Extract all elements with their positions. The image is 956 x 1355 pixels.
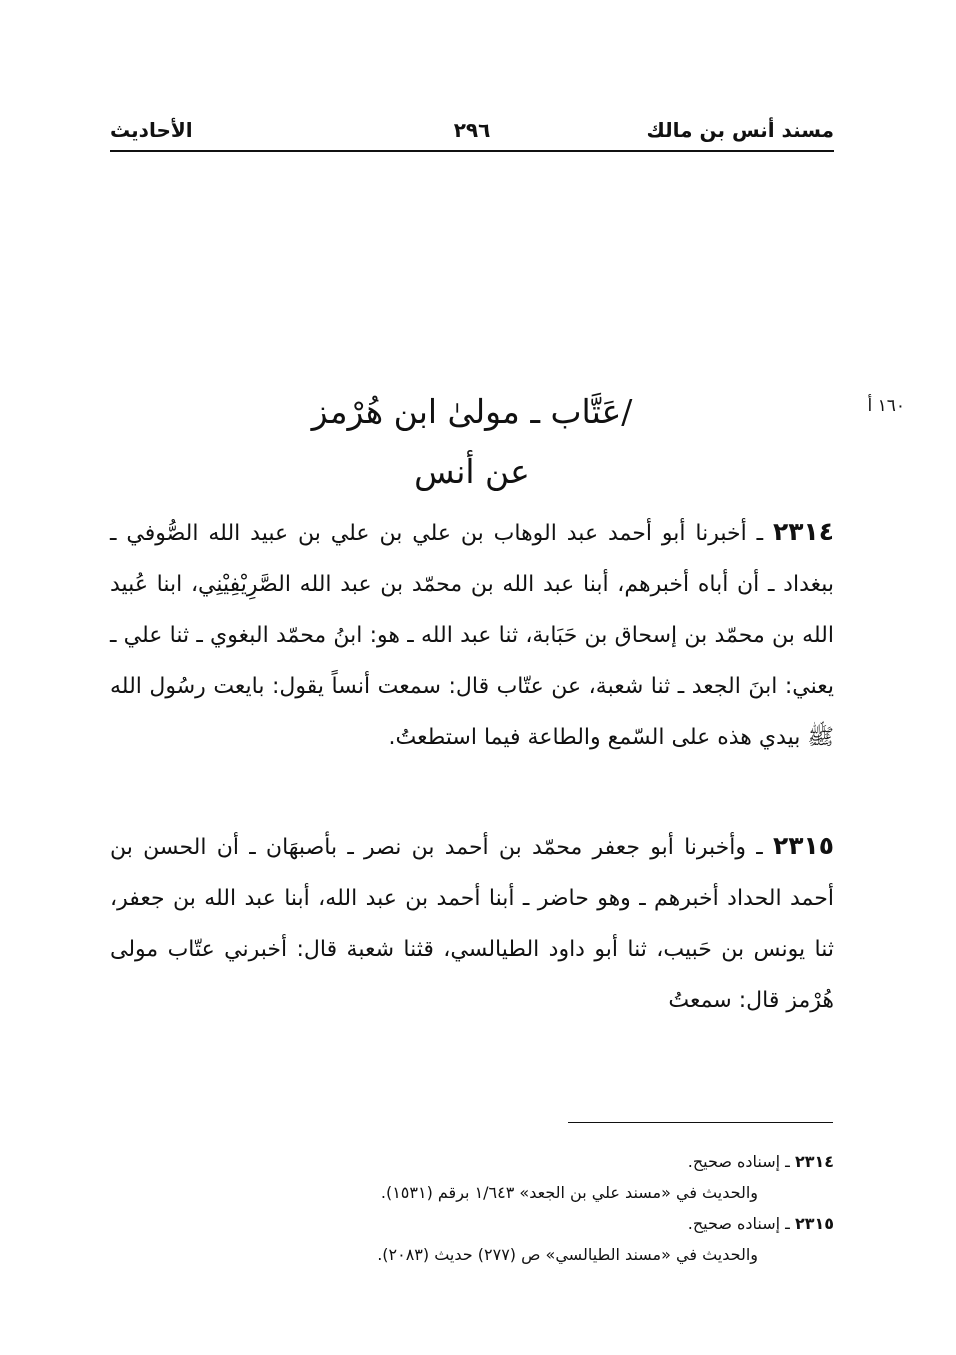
page-number: ٢٩٦ — [453, 118, 491, 142]
footnote-line — [110, 1239, 834, 1270]
hadith-number: ٢٣١٤ — [772, 517, 834, 546]
footnote-line — [110, 1146, 834, 1177]
chapter-title-line-1: /عَتَّاب ـ مولىٰ ابن هُرْمز — [311, 392, 633, 431]
footnote-text: ـ إسناده صحيح. — [687, 1214, 790, 1233]
hadith-paragraph — [110, 820, 834, 1026]
running-head — [110, 112, 834, 150]
chapter-title-line-2: عن أنس — [414, 452, 530, 491]
chapter-title — [110, 382, 834, 502]
footnote-text: والحديث في «مسند علي بن الجعد» ١/٦٤٣ برقم (١٥٣١). — [380, 1183, 758, 1202]
hadith-text: ـ أخبرنا أبو أحمد عبد الوهاب بن علي بن علي بن عبيد الله الصُّوفي ـ ببغداد ـ أن أباه أخبرهم، أبنا عبد الله بن محمّد بن عبد الله الصَّرِيْفِيْنِي، ابنا عُبيد الله بن محمّد بن إسحاق بن حَبَابة، ثنا عبد الله ـ هو: ابنُ محمّد البغوي ـ ثنا علي ـ يعني: ابنَ الجعد ـ ثنا شعبة، عن عتّاب قال: سمعت أنساً يقول: بايعت رسُول الله ﷺ بيدي هذه على السّمع والطاعة فيما استطعتُ. — [110, 521, 834, 750]
footnote-number: ٢٣١٤ — [794, 1152, 834, 1171]
footnotes — [110, 1146, 834, 1270]
footnote-line — [110, 1177, 834, 1208]
footnote-rule — [568, 1122, 833, 1123]
hadith-paragraph — [110, 506, 834, 763]
footnote-text: ـ إسناده صحيح. — [687, 1152, 790, 1171]
hadith-text: ـ وأخبرنا أبو جعفر محمّد بن أحمد بن نصر ـ بأصبهَان ـ أن الحسن بن أحمد الحداد أخبرهم ـ وهو حاضر ـ أبنا أحمد بن عبد الله، أبنا عبد الله بن جعفر، ثنا يونس بن حَبيب، ثنا أبو داود الطيالسي، قثنا شعبة قال: أخبرني عتّاب مولى هُرْمز قال: سمعتُ — [110, 835, 834, 1013]
header-rule — [110, 150, 834, 152]
footnote-number: ٢٣١٥ — [794, 1214, 834, 1233]
hadith-number: ٢٣١٥ — [772, 831, 834, 860]
footnote-text: والحديث في «مسند الطيالسي» ص (٢٧٧) حديث (٢٠٨٣). — [377, 1245, 758, 1264]
footnote-line — [110, 1208, 834, 1239]
running-head-book-title: مسند أنس بن مالك — [646, 118, 834, 142]
manuscript-folio-note: ١٦٠ أ — [867, 396, 905, 416]
running-head-section: الأحاديث — [110, 118, 193, 142]
